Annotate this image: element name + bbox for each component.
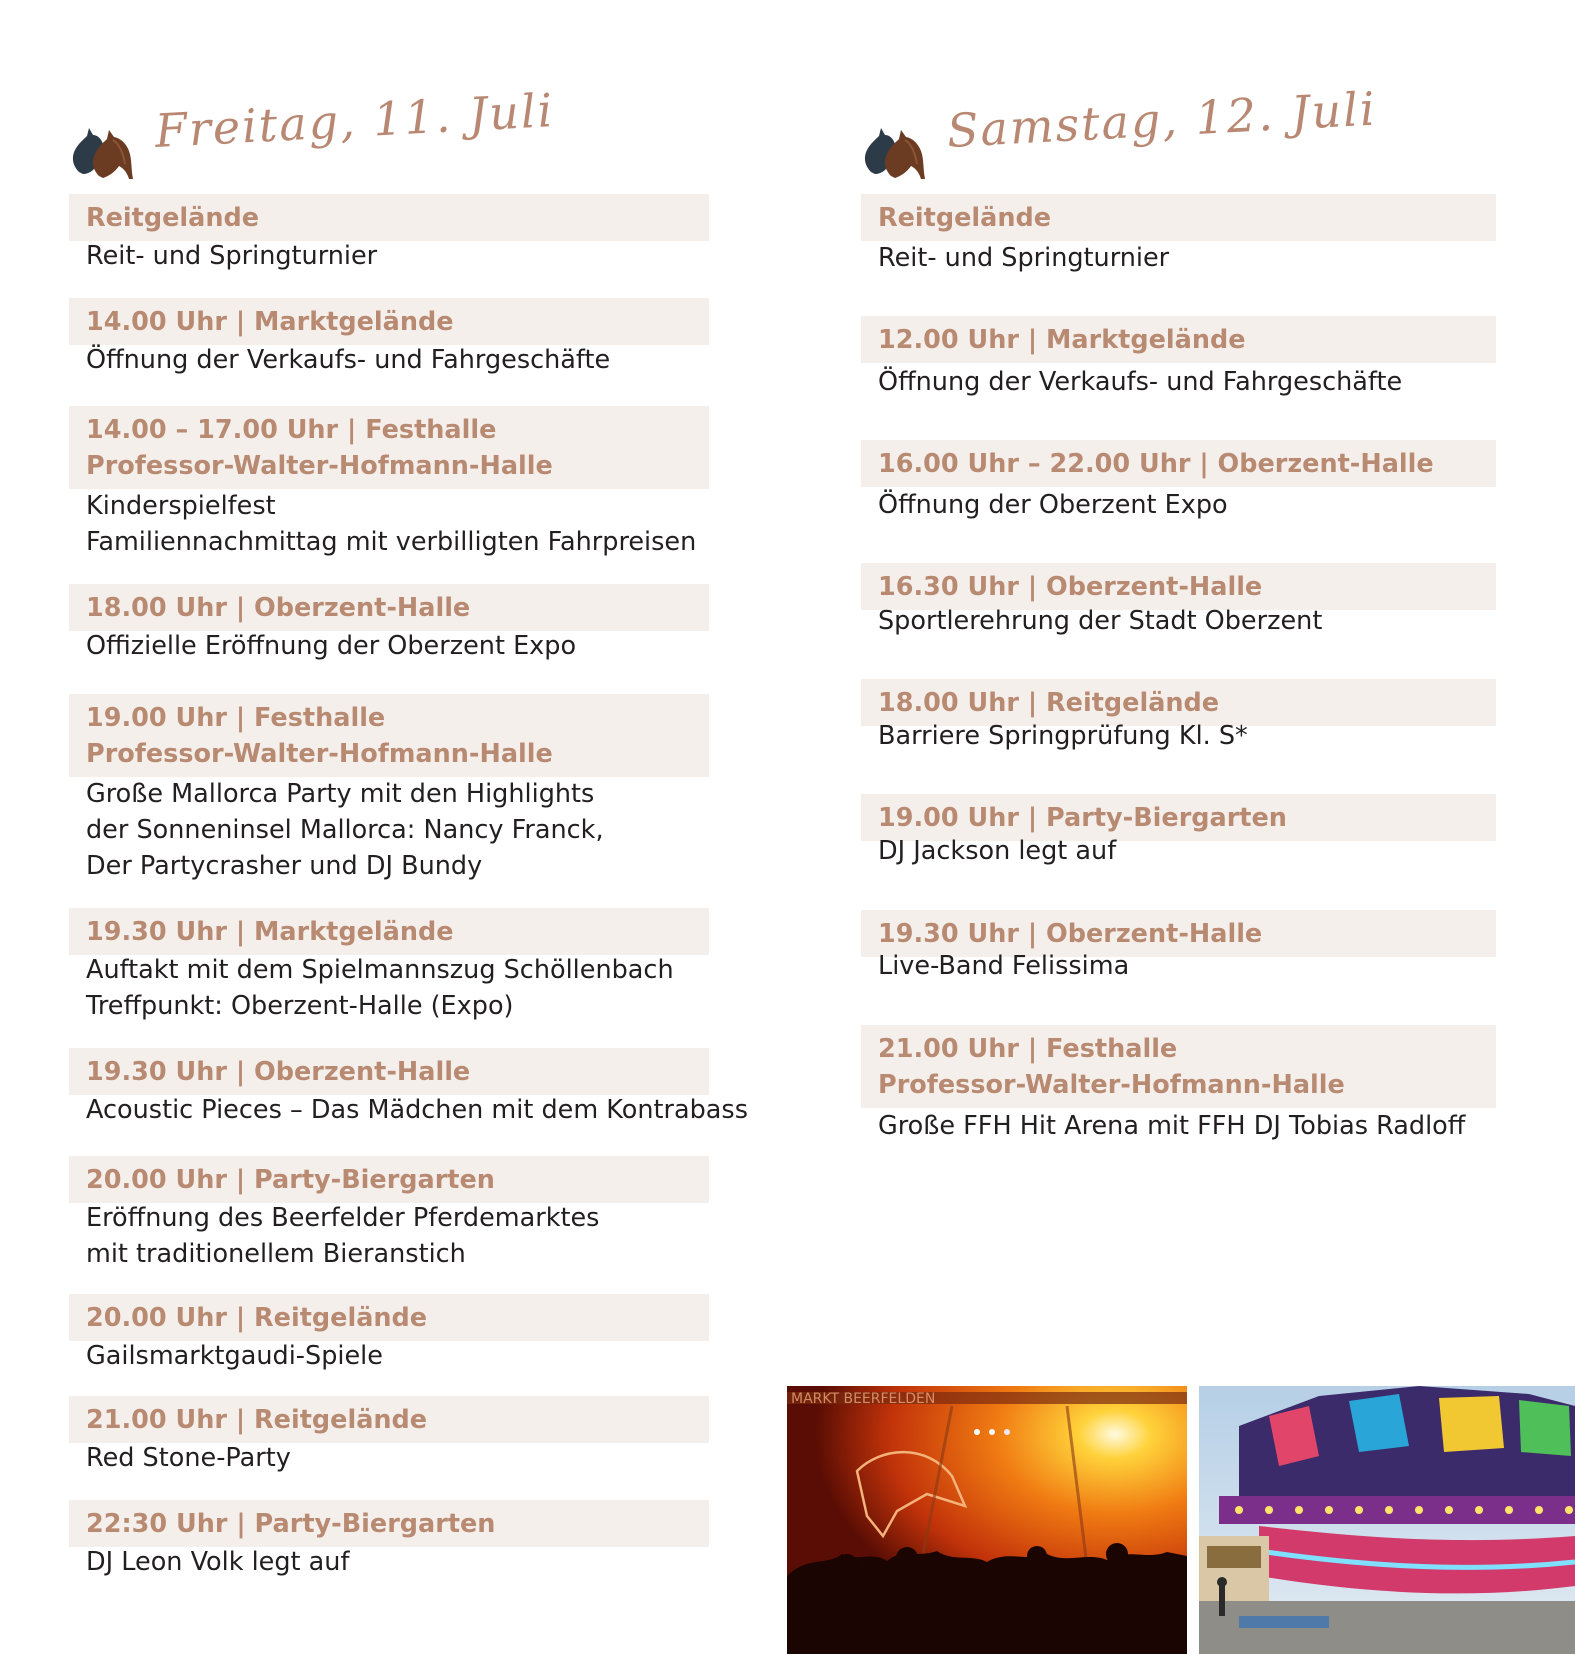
- event-description: Kinderspielfest Familiennachmittag mit verbilligten Fahrpreisen: [86, 491, 697, 557]
- horse-heads-icon: [69, 122, 143, 182]
- event-description: Öffnung der Oberzent Expo: [878, 490, 1228, 520]
- event-description: Große FFH Hit Arena mit FFH DJ Tobias Radloff: [878, 1111, 1466, 1141]
- event-header: 21.00 Uhr | Festhalle Professor-Walter-Hofmann-Halle: [861, 1025, 1496, 1108]
- event-header: Reitgelände: [861, 194, 1496, 241]
- event-header: 19.30 Uhr | Marktgelände: [69, 908, 709, 955]
- event-description: Eröffnung des Beerfelder Pferdemarktes mit traditionellem Bieranstich: [86, 1203, 600, 1269]
- fairground-ride-photo: [1199, 1386, 1575, 1654]
- event-header: 19.00 Uhr | Party-Biergarten: [861, 794, 1496, 841]
- event-header: 16.30 Uhr | Oberzent-Halle: [861, 563, 1496, 610]
- event-header: 18.00 Uhr | Oberzent-Halle: [69, 584, 709, 631]
- event-header: 20.00 Uhr | Party-Biergarten: [69, 1156, 709, 1203]
- event-header: 18.00 Uhr | Reitgelände: [861, 679, 1496, 726]
- event-description: Öffnung der Verkaufs- und Fahrgeschäfte: [86, 345, 611, 375]
- event-description: Sportlerehrung der Stadt Oberzent: [878, 606, 1323, 636]
- event-description: DJ Jackson legt auf: [878, 836, 1117, 866]
- event-description: Offizielle Eröffnung der Oberzent Expo: [86, 631, 577, 661]
- event-description: Große Mallorca Party mit den Highlights der Sonneninsel Mallorca: Nancy Franck, Der Partycrasher und DJ Bundy: [86, 779, 604, 881]
- friday-day-header: [69, 83, 709, 190]
- horse-heads-icon: [861, 122, 935, 182]
- event-description: Barriere Springprüfung Kl. S*: [878, 721, 1248, 751]
- event-description: Acoustic Pieces – Das Mädchen mit dem Kontrabass: [86, 1095, 748, 1125]
- event-header: 19.30 Uhr | Oberzent-Halle: [861, 910, 1496, 957]
- friday-title: Freitag, 11. Juli: [153, 83, 556, 158]
- saturday-day-header: [861, 81, 1501, 190]
- event-description: Live-Band Felissima: [878, 951, 1130, 981]
- event-description: Red Stone-Party: [86, 1443, 291, 1473]
- concert-stage-photo: [787, 1386, 1187, 1654]
- event-header: 14.00 – 17.00 Uhr | Festhalle Professor-Walter-Hofmann-Halle: [69, 406, 709, 489]
- event-header: 12.00 Uhr | Marktgelände: [861, 316, 1496, 363]
- event-header: 19.00 Uhr | Festhalle Professor-Walter-Hofmann-Halle: [69, 694, 709, 777]
- event-header: 16.00 Uhr – 22.00 Uhr | Oberzent-Halle: [861, 440, 1496, 487]
- event-header: 21.00 Uhr | Reitgelände: [69, 1396, 709, 1443]
- event-description: DJ Leon Volk legt auf: [86, 1547, 350, 1577]
- stage-banner-text: MARKT BEERFELDEN: [791, 1391, 936, 1407]
- saturday-title: Samstag, 12. Juli: [945, 81, 1378, 158]
- event-description: Gailsmarktgaudi-Spiele: [86, 1341, 383, 1371]
- event-header: 22:30 Uhr | Party-Biergarten: [69, 1500, 709, 1547]
- event-header: 14.00 Uhr | Marktgelände: [69, 298, 709, 345]
- event-header: 20.00 Uhr | Reitgelände: [69, 1294, 709, 1341]
- event-description: Reit- und Springturnier: [878, 243, 1170, 273]
- event-description: Reit- und Springturnier: [86, 241, 378, 271]
- event-header: 19.30 Uhr | Oberzent-Halle: [69, 1048, 709, 1095]
- event-description: Öffnung der Verkaufs- und Fahrgeschäfte: [878, 367, 1403, 397]
- event-header: Reitgelände: [69, 194, 709, 241]
- event-description: Auftakt mit dem Spielmannszug Schöllenbach Treffpunkt: Oberzent-Halle (Expo): [86, 955, 674, 1021]
